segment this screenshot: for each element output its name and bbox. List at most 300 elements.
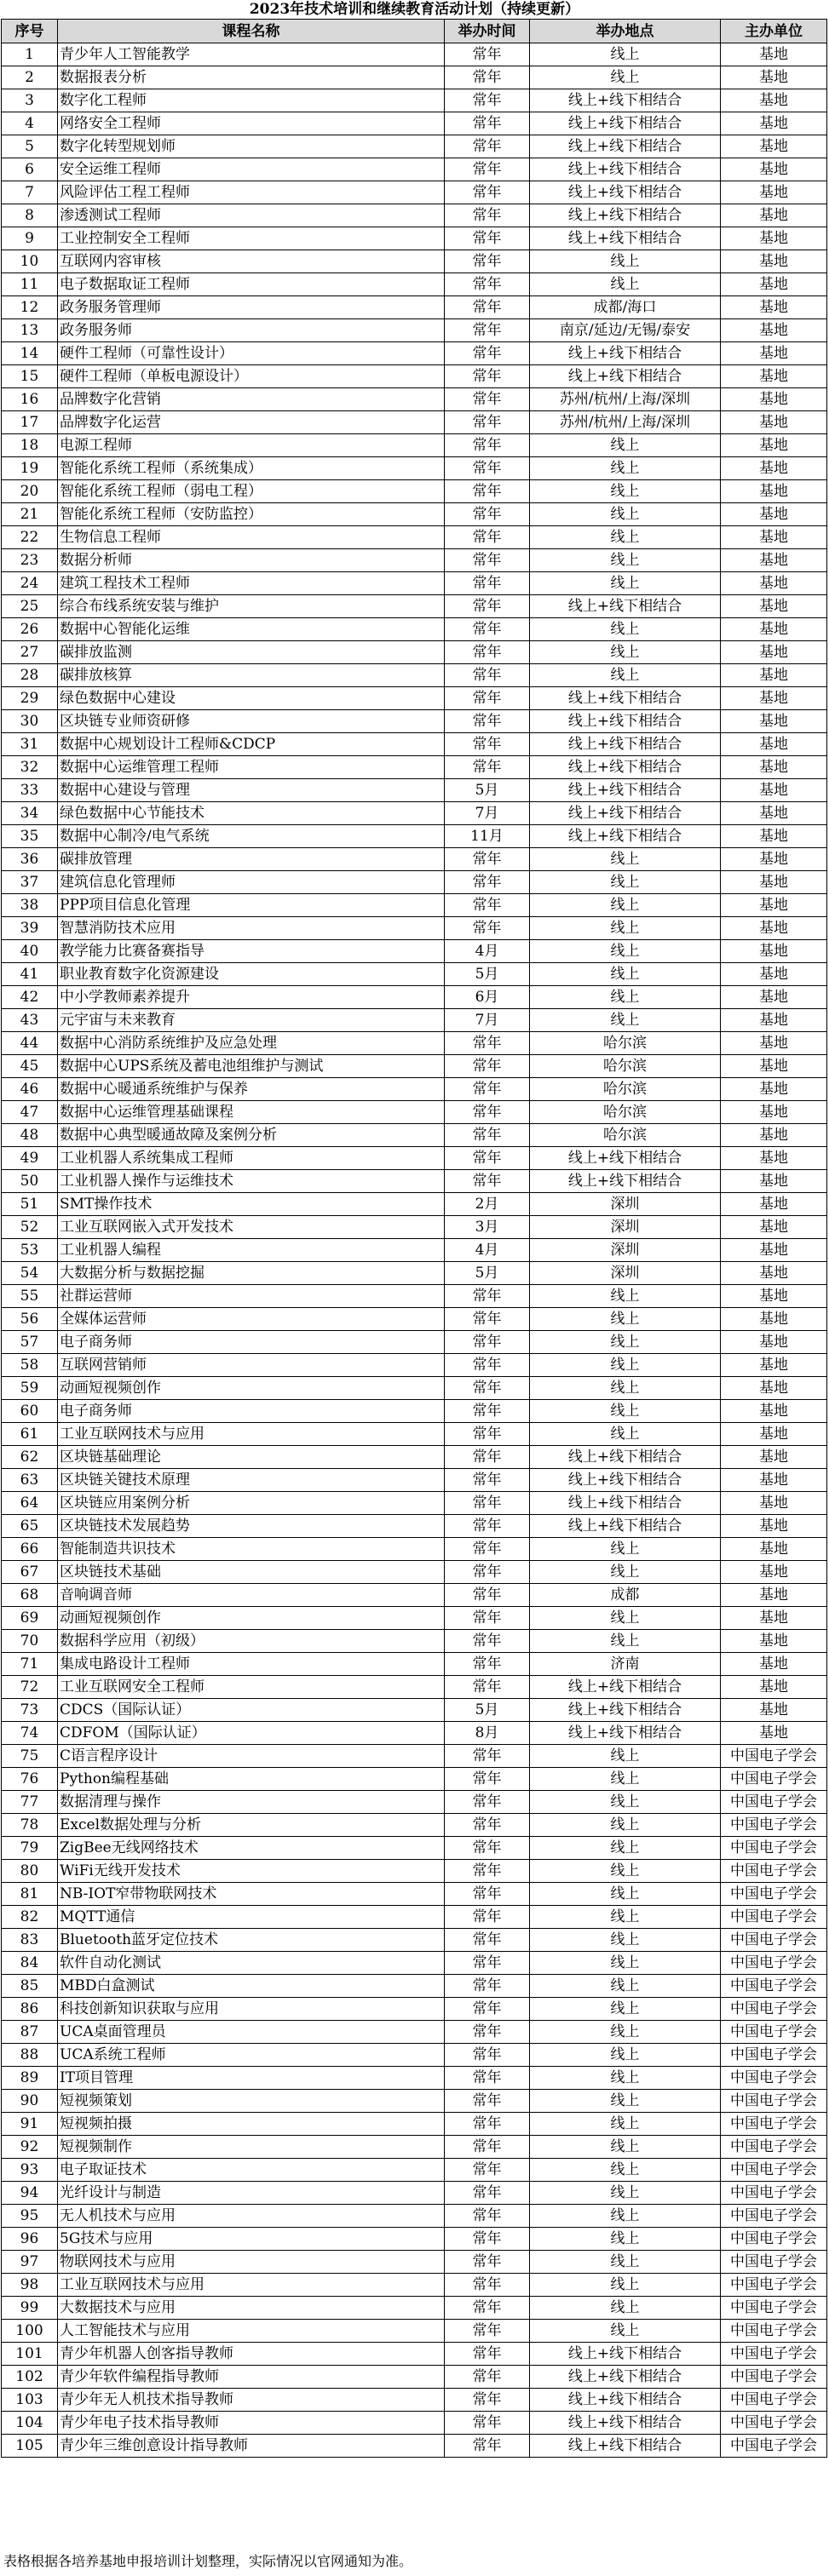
cell-index: 8: [2, 204, 58, 227]
cell-time: 常年: [445, 2044, 530, 2067]
cell-time: 常年: [445, 1147, 530, 1170]
table-row: [2, 1469, 827, 1492]
cell-course-name: 青少年机器人创客指导教师: [58, 2343, 445, 2366]
cell-location: 线上: [530, 434, 721, 457]
cell-organizer: 基地: [721, 1032, 827, 1055]
cell-course-name: 电子商务师: [58, 1400, 445, 1423]
cell-index: 101: [2, 2343, 58, 2366]
cell-location: 线上: [530, 549, 721, 572]
cell-course-name: 数据清理与操作: [58, 1791, 445, 1814]
cell-time: 常年: [445, 1469, 530, 1492]
table-row: [2, 2182, 827, 2205]
cell-index: 97: [2, 2251, 58, 2274]
table-header-row: [2, 20, 827, 43]
cell-index: 63: [2, 1469, 58, 1492]
cell-time: 常年: [445, 1354, 530, 1377]
cell-time: 常年: [445, 1308, 530, 1331]
training-plan-table: [1, 19, 827, 2458]
cell-time: 常年: [445, 1653, 530, 1676]
cell-course-name: 数据中心运维管理工程师: [58, 756, 445, 779]
cell-course-name: 建筑信息化管理师: [58, 871, 445, 894]
table-row: [2, 756, 827, 779]
cell-index: 66: [2, 1538, 58, 1561]
cell-organizer: 中国电子学会: [721, 2136, 827, 2159]
cell-course-name: Bluetooth蓝牙定位技术: [58, 1929, 445, 1952]
table-row: [2, 1676, 827, 1699]
cell-organizer: 基地: [721, 572, 827, 595]
cell-index: 46: [2, 1078, 58, 1101]
cell-course-name: 工业机器人编程: [58, 1239, 445, 1262]
table-row: [2, 1952, 827, 1975]
cell-organizer: 基地: [721, 802, 827, 825]
cell-location: 线上: [530, 1929, 721, 1952]
table-row: [2, 664, 827, 687]
cell-index: 77: [2, 1791, 58, 1814]
table-row: [2, 2251, 827, 2274]
cell-time: 常年: [445, 1630, 530, 1653]
table-row: [2, 1515, 827, 1538]
table-row: [2, 204, 827, 227]
cell-course-name: 科技创新知识获取与应用: [58, 1998, 445, 2021]
cell-index: 73: [2, 1699, 58, 1722]
cell-organizer: 中国电子学会: [721, 2090, 827, 2113]
cell-index: 72: [2, 1676, 58, 1699]
cell-index: 26: [2, 618, 58, 641]
table-row: [2, 2021, 827, 2044]
page-title: 2023年技术培训和继续教育活动计划（持续更新）: [249, 1, 580, 18]
cell-course-name: 政务服务管理师: [58, 296, 445, 319]
cell-index: 60: [2, 1400, 58, 1423]
cell-organizer: 基地: [721, 710, 827, 733]
table-row: [2, 641, 827, 664]
cell-course-name: 智能化系统工程师（安防监控）: [58, 503, 445, 526]
table-row: [2, 66, 827, 89]
cell-location: 线上: [530, 641, 721, 664]
cell-time: 常年: [445, 1860, 530, 1883]
table-row: [2, 963, 827, 986]
cell-organizer: 基地: [721, 388, 827, 411]
cell-time: 常年: [445, 2412, 530, 2435]
cell-organizer: 基地: [721, 940, 827, 963]
table-row: [2, 1929, 827, 1952]
table-row: [2, 825, 827, 848]
cell-location: 线上+线下相结合: [530, 2343, 721, 2366]
cell-index: 85: [2, 1975, 58, 1998]
cell-location: 线上+线下相结合: [530, 227, 721, 250]
cell-location: 线上: [530, 2251, 721, 2274]
cell-location: 线上+线下相结合: [530, 1676, 721, 1699]
table-row: [2, 1607, 827, 1630]
cell-organizer: 中国电子学会: [721, 2251, 827, 2274]
cell-organizer: 中国电子学会: [721, 2274, 827, 2297]
cell-time: 常年: [445, 2320, 530, 2343]
cell-location: 线上: [530, 2228, 721, 2251]
cell-index: 70: [2, 1630, 58, 1653]
cell-time: 常年: [445, 112, 530, 135]
cell-organizer: 基地: [721, 963, 827, 986]
table-row: [2, 1975, 827, 1998]
cell-course-name: C语言程序设计: [58, 1745, 445, 1768]
cell-time: 常年: [445, 2205, 530, 2228]
cell-course-name: PPP项目信息化管理: [58, 894, 445, 917]
cell-location: 线上: [530, 2320, 721, 2343]
cell-index: 57: [2, 1331, 58, 1354]
cell-course-name: 综合布线系统安装与维护: [58, 595, 445, 618]
cell-location: 线上: [530, 1768, 721, 1791]
cell-organizer: 中国电子学会: [721, 1883, 827, 1906]
table-row: [2, 526, 827, 549]
cell-location: 线上+线下相结合: [530, 779, 721, 802]
cell-location: 线上: [530, 2067, 721, 2090]
cell-course-name: 数据中心智能化运维: [58, 618, 445, 641]
cell-location: 线上+线下相结合: [530, 802, 721, 825]
cell-course-name: 短视频拍摄: [58, 2113, 445, 2136]
cell-index: 20: [2, 480, 58, 503]
table-row: [2, 1239, 827, 1262]
cell-index: 38: [2, 894, 58, 917]
cell-index: 89: [2, 2067, 58, 2090]
cell-index: 74: [2, 1722, 58, 1745]
cell-time: 常年: [445, 2182, 530, 2205]
cell-index: 12: [2, 296, 58, 319]
table-row: [2, 802, 827, 825]
cell-course-name: Python编程基础: [58, 1768, 445, 1791]
cell-course-name: UCA系统工程师: [58, 2044, 445, 2067]
cell-index: 83: [2, 1929, 58, 1952]
cell-location: 深圳: [530, 1262, 721, 1285]
cell-organizer: 基地: [721, 1216, 827, 1239]
cell-organizer: 基地: [721, 135, 827, 158]
cell-organizer: 基地: [721, 319, 827, 342]
cell-time: 常年: [445, 1377, 530, 1400]
cell-index: 93: [2, 2159, 58, 2182]
cell-index: 99: [2, 2297, 58, 2320]
cell-course-name: 区块链技术基础: [58, 1561, 445, 1584]
cell-index: 64: [2, 1492, 58, 1515]
cell-index: 53: [2, 1239, 58, 1262]
cell-location: 线上+线下相结合: [530, 2412, 721, 2435]
cell-course-name: 软件自动化测试: [58, 1952, 445, 1975]
cell-location: 线上: [530, 986, 721, 1009]
cell-time: 常年: [445, 664, 530, 687]
cell-course-name: 区块链关键技术原理: [58, 1469, 445, 1492]
cell-index: 9: [2, 227, 58, 250]
cell-course-name: 碳排放核算: [58, 664, 445, 687]
table-row: [2, 227, 827, 250]
cell-time: 常年: [445, 1032, 530, 1055]
cell-time: 常年: [445, 618, 530, 641]
cell-organizer: 基地: [721, 848, 827, 871]
cell-organizer: 基地: [721, 664, 827, 687]
cell-course-name: 大数据分析与数据挖掘: [58, 1262, 445, 1285]
cell-time: 常年: [445, 1561, 530, 1584]
cell-time: 常年: [445, 204, 530, 227]
cell-time: 常年: [445, 89, 530, 112]
cell-location: 成都: [530, 1584, 721, 1607]
cell-course-name: 电源工程师: [58, 434, 445, 457]
cell-organizer: 基地: [721, 296, 827, 319]
cell-index: 100: [2, 2320, 58, 2343]
table-row: [2, 2389, 827, 2412]
table-row: [2, 2136, 827, 2159]
cell-time: 常年: [445, 1745, 530, 1768]
cell-course-name: 数据中心典型暖通故障及案例分析: [58, 1124, 445, 1147]
table-row: [2, 1814, 827, 1837]
cell-organizer: 中国电子学会: [721, 2412, 827, 2435]
cell-course-name: Excel数据处理与分析: [58, 1814, 445, 1837]
cell-organizer: 基地: [721, 227, 827, 250]
cell-organizer: 基地: [721, 1262, 827, 1285]
cell-time: 常年: [445, 917, 530, 940]
cell-location: 线上: [530, 1883, 721, 1906]
cell-location: 线上+线下相结合: [530, 1515, 721, 1538]
cell-index: 15: [2, 365, 58, 388]
cell-organizer: 基地: [721, 434, 827, 457]
cell-location: 哈尔滨: [530, 1032, 721, 1055]
cell-course-name: CDCS（国际认证）: [58, 1699, 445, 1722]
table-row: [2, 1883, 827, 1906]
cell-course-name: 音响调音师: [58, 1584, 445, 1607]
cell-location: 线上: [530, 503, 721, 526]
cell-organizer: 基地: [721, 526, 827, 549]
cell-index: 95: [2, 2205, 58, 2228]
cell-organizer: 基地: [721, 1469, 827, 1492]
cell-time: 常年: [445, 2389, 530, 2412]
cell-time: 常年: [445, 549, 530, 572]
table-body: [2, 43, 827, 2458]
cell-organizer: 中国电子学会: [721, 2228, 827, 2251]
cell-organizer: 基地: [721, 595, 827, 618]
cell-course-name: 区块链专业师资研修: [58, 710, 445, 733]
cell-time: 常年: [445, 1331, 530, 1354]
cell-time: 常年: [445, 365, 530, 388]
cell-organizer: 基地: [721, 1400, 827, 1423]
cell-location: 线上: [530, 1331, 721, 1354]
cell-organizer: 中国电子学会: [721, 2113, 827, 2136]
table-row: [2, 2435, 827, 2458]
cell-time: 2月: [445, 1193, 530, 1216]
cell-location: 线上+线下相结合: [530, 756, 721, 779]
cell-index: 48: [2, 1124, 58, 1147]
cell-index: 80: [2, 1860, 58, 1883]
cell-location: 线上: [530, 2136, 721, 2159]
cell-index: 49: [2, 1147, 58, 1170]
cell-course-name: 工业机器人系统集成工程师: [58, 1147, 445, 1170]
cell-location: 线上: [530, 572, 721, 595]
cell-location: 线上+线下相结合: [530, 2366, 721, 2389]
cell-organizer: 基地: [721, 986, 827, 1009]
cell-time: 常年: [445, 296, 530, 319]
cell-index: 31: [2, 733, 58, 756]
cell-location: 线上+线下相结合: [530, 687, 721, 710]
cell-organizer: 基地: [721, 43, 827, 66]
table-row: [2, 848, 827, 871]
cell-organizer: 基地: [721, 158, 827, 181]
cell-organizer: 中国电子学会: [721, 2021, 827, 2044]
table-row: [2, 342, 827, 365]
cell-organizer: 基地: [721, 1285, 827, 1308]
cell-location: 线上+线下相结合: [530, 112, 721, 135]
cell-time: 常年: [445, 1837, 530, 1860]
cell-time: 常年: [445, 641, 530, 664]
cell-course-name: 青少年人工智能教学: [58, 43, 445, 66]
table-row: [2, 1331, 827, 1354]
cell-time: 常年: [445, 2228, 530, 2251]
table-row: [2, 1308, 827, 1331]
cell-organizer: 中国电子学会: [721, 2044, 827, 2067]
table-row: [2, 273, 827, 296]
table-row: [2, 112, 827, 135]
cell-index: 59: [2, 1377, 58, 1400]
cell-time: 常年: [445, 1492, 530, 1515]
cell-course-name: 政务服务师: [58, 319, 445, 342]
cell-location: 线上: [530, 963, 721, 986]
cell-location: 哈尔滨: [530, 1055, 721, 1078]
cell-time: 11月: [445, 825, 530, 848]
cell-index: 56: [2, 1308, 58, 1331]
cell-course-name: 教学能力比赛备赛指导: [58, 940, 445, 963]
cell-course-name: 人工智能技术与应用: [58, 2320, 445, 2343]
cell-course-name: 中小学教师素养提升: [58, 986, 445, 1009]
cell-time: 常年: [445, 572, 530, 595]
cell-course-name: 元宇宙与未来教育: [58, 1009, 445, 1032]
cell-location: 线上: [530, 1860, 721, 1883]
cell-index: 54: [2, 1262, 58, 1285]
cell-time: 常年: [445, 1814, 530, 1837]
cell-organizer: 中国电子学会: [721, 2067, 827, 2090]
cell-index: 103: [2, 2389, 58, 2412]
cell-course-name: 数据分析师: [58, 549, 445, 572]
cell-index: 75: [2, 1745, 58, 1768]
cell-location: 线上+线下相结合: [530, 1147, 721, 1170]
cell-index: 22: [2, 526, 58, 549]
cell-time: 常年: [445, 388, 530, 411]
cell-time: 常年: [445, 434, 530, 457]
cell-location: 线上: [530, 1400, 721, 1423]
cell-organizer: 基地: [721, 1423, 827, 1446]
cell-time: 常年: [445, 1078, 530, 1101]
cell-time: 4月: [445, 1239, 530, 1262]
cell-course-name: ZigBee无线网络技术: [58, 1837, 445, 1860]
cell-time: 常年: [445, 319, 530, 342]
cell-course-name: 短视频制作: [58, 2136, 445, 2159]
cell-time: 常年: [445, 1929, 530, 1952]
cell-course-name: 电子数据取证工程师: [58, 273, 445, 296]
cell-time: 4月: [445, 940, 530, 963]
table-row: [2, 618, 827, 641]
cell-organizer: 基地: [721, 89, 827, 112]
cell-index: 61: [2, 1423, 58, 1446]
table-row: [2, 1354, 827, 1377]
cell-course-name: 工业控制安全工程师: [58, 227, 445, 250]
table-row: [2, 296, 827, 319]
cell-index: 18: [2, 434, 58, 457]
cell-organizer: 基地: [721, 894, 827, 917]
table-row: [2, 135, 827, 158]
table-row: [2, 89, 827, 112]
cell-index: 21: [2, 503, 58, 526]
cell-organizer: 基地: [721, 687, 827, 710]
cell-location: 线上+线下相结合: [530, 135, 721, 158]
table-row: [2, 940, 827, 963]
table-row: [2, 2090, 827, 2113]
cell-organizer: 基地: [721, 1193, 827, 1216]
cell-location: 线上: [530, 1308, 721, 1331]
cell-organizer: 中国电子学会: [721, 2297, 827, 2320]
header-organizer: 主办单位: [721, 20, 827, 43]
cell-organizer: 基地: [721, 1331, 827, 1354]
cell-index: 55: [2, 1285, 58, 1308]
table-row: [2, 710, 827, 733]
cell-location: 深圳: [530, 1193, 721, 1216]
cell-location: 线上+线下相结合: [530, 1492, 721, 1515]
cell-course-name: 数据中心运维管理基础课程: [58, 1101, 445, 1124]
cell-index: 6: [2, 158, 58, 181]
cell-organizer: 基地: [721, 917, 827, 940]
cell-time: 常年: [445, 1170, 530, 1193]
cell-index: 88: [2, 2044, 58, 2067]
table-row: [2, 917, 827, 940]
cell-index: 34: [2, 802, 58, 825]
cell-index: 102: [2, 2366, 58, 2389]
cell-location: 线上: [530, 250, 721, 273]
cell-time: 3月: [445, 1216, 530, 1239]
cell-time: 常年: [445, 2159, 530, 2182]
cell-organizer: 基地: [721, 1584, 827, 1607]
cell-time: 常年: [445, 66, 530, 89]
cell-index: 45: [2, 1055, 58, 1078]
table-row: [2, 1538, 827, 1561]
cell-organizer: 基地: [721, 273, 827, 296]
cell-index: 44: [2, 1032, 58, 1055]
cell-organizer: 基地: [721, 503, 827, 526]
cell-organizer: 基地: [721, 1170, 827, 1193]
table-row: [2, 1584, 827, 1607]
cell-organizer: 基地: [721, 1515, 827, 1538]
table-row: [2, 1400, 827, 1423]
cell-organizer: 基地: [721, 342, 827, 365]
table-row: [2, 1722, 827, 1745]
cell-time: 常年: [445, 1584, 530, 1607]
cell-organizer: 基地: [721, 66, 827, 89]
table-row: [2, 2067, 827, 2090]
cell-course-name: 无人机技术与应用: [58, 2205, 445, 2228]
cell-course-name: 智能化系统工程师（弱电工程）: [58, 480, 445, 503]
cell-time: 常年: [445, 526, 530, 549]
cell-organizer: 基地: [721, 1607, 827, 1630]
cell-time: 常年: [445, 411, 530, 434]
cell-location: 线上: [530, 871, 721, 894]
cell-time: 常年: [445, 503, 530, 526]
table-row: [2, 250, 827, 273]
cell-organizer: 基地: [721, 1009, 827, 1032]
cell-index: 84: [2, 1952, 58, 1975]
table-row: [2, 2320, 827, 2343]
cell-course-name: 绿色数据中心建设: [58, 687, 445, 710]
cell-organizer: 中国电子学会: [721, 2182, 827, 2205]
cell-location: 线上+线下相结合: [530, 1469, 721, 1492]
cell-organizer: 中国电子学会: [721, 2159, 827, 2182]
cell-course-name: 电子取证技术: [58, 2159, 445, 2182]
table-row: [2, 1147, 827, 1170]
cell-course-name: 数据中心暖通系统维护与保养: [58, 1078, 445, 1101]
cell-location: 线上: [530, 1285, 721, 1308]
table-row: [2, 503, 827, 526]
cell-organizer: 基地: [721, 1308, 827, 1331]
cell-index: 41: [2, 963, 58, 986]
cell-index: 39: [2, 917, 58, 940]
cell-time: 常年: [445, 181, 530, 204]
